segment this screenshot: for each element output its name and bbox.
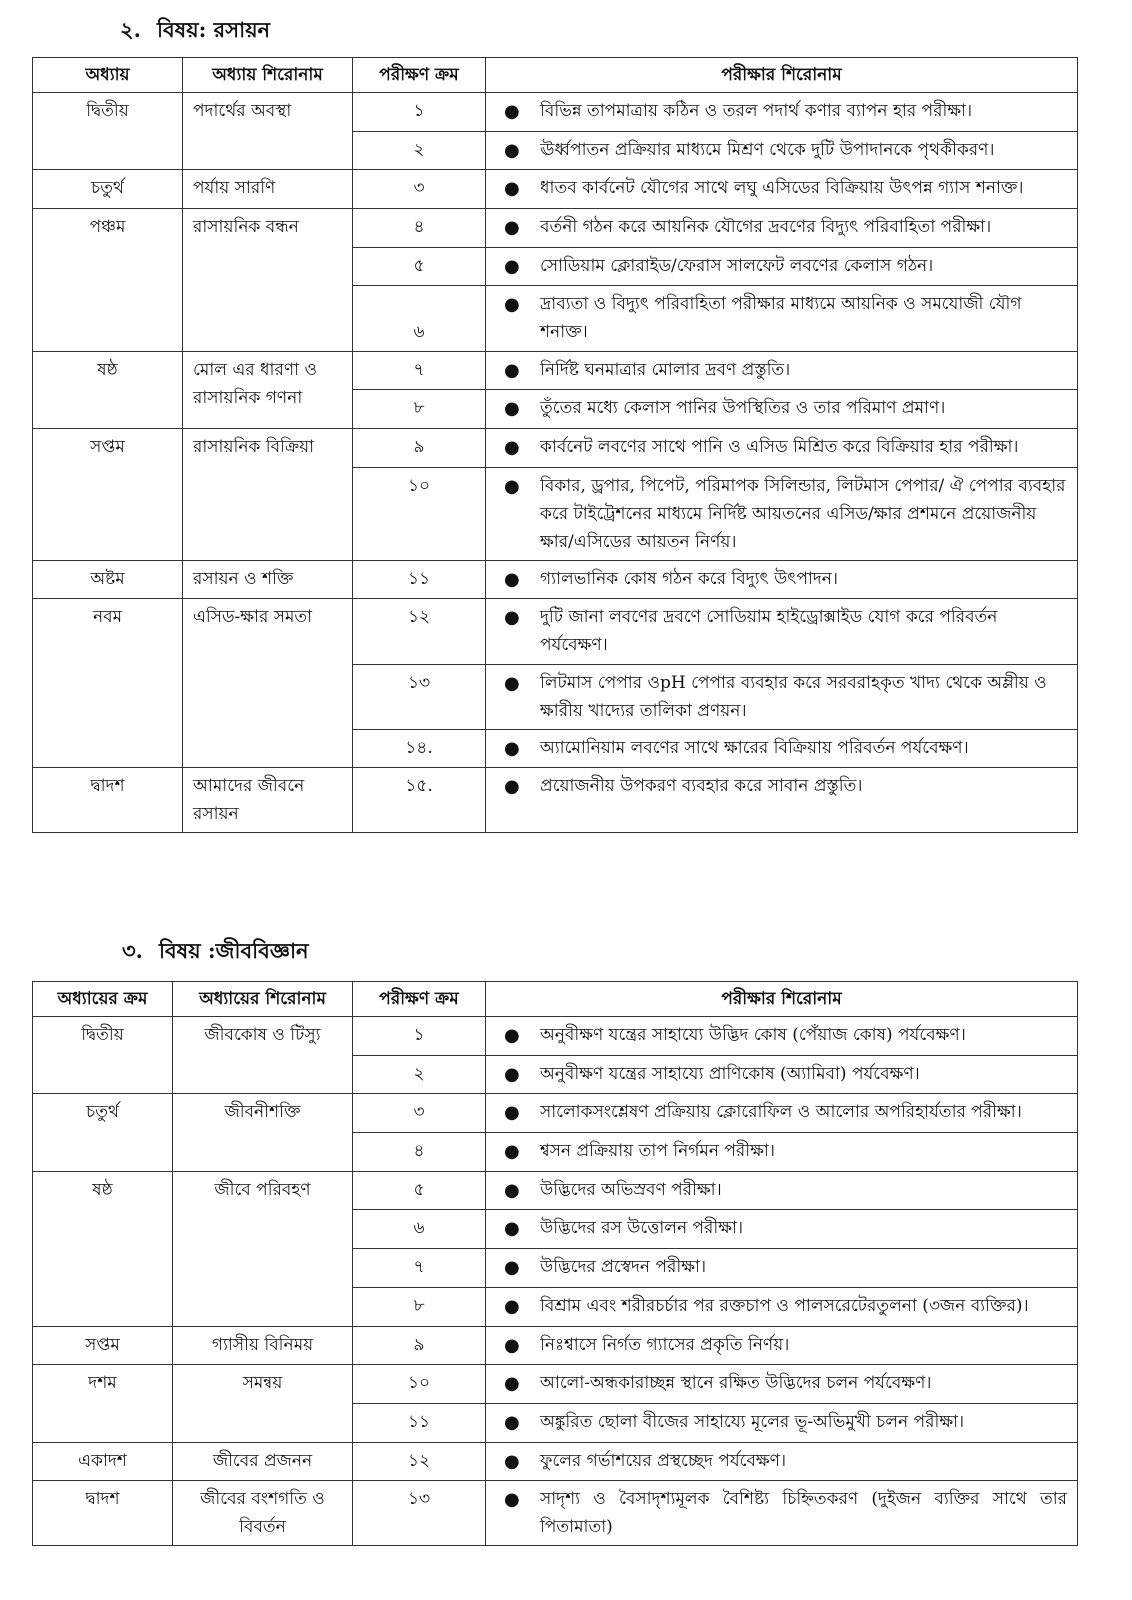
bullet-item: [500, 1408, 1067, 1438]
chapter-cell: ষষ্ঠ: [33, 1171, 173, 1326]
experiment-title-text: কার্বনেট লবণের সাথে পানি ও এসিড মিশ্রিত করে বিক্রিয়ার হার পরীক্ষা।: [540, 436, 1019, 457]
chapter-title-cell: গ্যাসীয় বিনিময়: [173, 1326, 353, 1365]
chemistry-section-title: বিষয়: রসায়ন: [156, 17, 271, 42]
experiment-title-text: গ্যালভানিক কোষ গঠন করে বিদ্যুৎ উৎপাদন।: [540, 568, 838, 589]
bullet-icon: ●: [504, 776, 520, 798]
bullet-icon: ●: [504, 672, 520, 694]
bullet-icon: ●: [504, 607, 520, 629]
experiment-title-cell: [486, 1365, 1078, 1404]
bullet-item: [500, 1447, 1067, 1477]
table-row: [33, 1171, 1078, 1210]
experiment-title-text: আলো-অন্ধকারাচ্ছন্ন স্থানে রক্ষিত উদ্ভিদের চলন পর্যবেক্ষণ।: [540, 1373, 932, 1394]
experiment-title-text: নির্দিষ্ট ঘনমাত্রার মোলার দ্রবণ প্রস্তুতি।: [540, 359, 791, 380]
header-chapter-title: অধ্যায় শিরোনাম: [183, 58, 353, 93]
experiment-number-cell: ৯: [353, 428, 486, 467]
chapter-cell: দ্বাদশ: [33, 1481, 173, 1546]
bullet-icon: ●: [504, 1218, 520, 1240]
bullet-item: [500, 1253, 1067, 1283]
table-row: [33, 599, 1078, 664]
experiment-title-cell: [486, 768, 1078, 833]
bullet-icon: ●: [504, 1295, 520, 1317]
biology-section-title: বিষয় :জীববিজ্ঞান: [158, 938, 309, 963]
chapter-cell: চতুর্থ: [33, 170, 183, 209]
bullet-item: [500, 433, 1067, 463]
experiment-title-cell: [486, 664, 1078, 729]
table-row: [33, 1481, 1078, 1546]
bullet-item: [500, 1176, 1067, 1206]
experiment-number-cell: ৬: [353, 286, 486, 351]
chapter-cell: দ্বাদশ: [33, 768, 183, 833]
biology-section-number: ৩.: [122, 938, 143, 963]
bullet-item: [500, 734, 1067, 764]
experiment-title-cell: [486, 599, 1078, 664]
experiment-number-cell: ৪: [353, 1133, 486, 1172]
table-row: [33, 1094, 1078, 1133]
experiment-title-cell: [486, 1210, 1078, 1249]
table-row: [33, 351, 1078, 390]
experiment-title-cell: [486, 131, 1078, 170]
chapter-cell: চতুর্থ: [33, 1094, 173, 1171]
experiment-title-text: অনুবীক্ষণ যন্ত্রের সাহায্যে প্রাণিকোষ (অ্যামিবা) পর্যবেক্ষণ।: [540, 1063, 920, 1084]
experiment-title-text: ঊর্ধ্বপাতন প্রক্রিয়ার মাধ্যমে মিশ্রণ থেকে দুটি উপাদানকে পৃথকীকরণ।: [540, 139, 995, 160]
bullet-icon: ●: [504, 101, 520, 122]
bullet-item: [500, 565, 1067, 595]
bullet-item: [500, 394, 1067, 424]
experiment-number-cell: ৫: [353, 247, 486, 286]
bullet-item: [500, 97, 1067, 127]
header-experiment-title: পরীক্ষার শিরোনাম: [486, 58, 1078, 93]
experiment-title-cell: [486, 1171, 1078, 1210]
table-row: [33, 1017, 1078, 1056]
bullet-item: [500, 772, 1067, 802]
chapter-title-cell: রসায়ন ও শক্তি: [183, 560, 353, 599]
experiment-number-cell: ১৩: [353, 664, 486, 729]
experiment-number-cell: ২: [353, 131, 486, 170]
header-experiment-no: পরীক্ষণ ক্রম: [353, 58, 486, 93]
table-header-row: [33, 58, 1078, 93]
table-row: [33, 93, 1078, 132]
experiment-title-text: ফুলের গর্ভাশয়ের প্রস্থচ্ছেদ পর্যবেক্ষণ।: [540, 1450, 787, 1471]
experiment-number-cell: ৮: [353, 1287, 486, 1326]
chapter-title-cell: আমাদের জীবনে রসায়ন: [183, 768, 353, 833]
bullet-icon: ●: [504, 1334, 520, 1356]
chapter-title-cell: পর্যায় সারণি: [183, 170, 353, 209]
experiment-number-cell: ১: [353, 93, 486, 132]
experiment-number-cell: ১০: [353, 467, 486, 560]
experiment-title-cell: [486, 467, 1078, 560]
experiment-title-text: দুটি জানা লবণের দ্রবণে সোডিয়াম হাইড্রোক্সাইড যোগ করে পরিবর্তন পর্যবেক্ষণ।: [540, 607, 998, 656]
experiment-number-cell: ৩: [353, 170, 486, 209]
table-row: [33, 1326, 1078, 1365]
bullet-icon: ●: [504, 475, 520, 497]
chapter-cell: সপ্তম: [33, 428, 183, 560]
table-body: [33, 1017, 1078, 1546]
experiment-title-cell: [486, 93, 1078, 132]
experiment-number-cell: ৯: [353, 1326, 486, 1365]
bullet-item: [500, 1060, 1067, 1090]
chapter-title-cell: রাসায়নিক বিক্রিয়া: [183, 428, 353, 560]
experiment-title-text: উদ্ভিদের প্রস্বেদন পরীক্ষা।: [540, 1257, 707, 1278]
bullet-icon: ●: [504, 1489, 520, 1511]
experiment-title-cell: [486, 1287, 1078, 1326]
experiment-title-cell: [486, 1249, 1078, 1288]
chapter-title-cell: মোল এর ধারণা ও রাসায়নিক গণনা: [183, 351, 353, 428]
experiment-number-cell: ১৫.: [353, 768, 486, 833]
table-body: [33, 93, 1078, 833]
experiment-number-cell: ৭: [353, 1249, 486, 1288]
chapter-title-cell: জীবে পরিবহণ: [173, 1171, 353, 1326]
bullet-icon: ●: [504, 737, 520, 759]
experiment-number-cell: ১২: [353, 1442, 486, 1481]
experiment-title-text: সাদৃশ্য ও বৈসাদৃশ্যমূলক বৈশিষ্ট্য চিহ্নিতকরণ (দুইজন ব্যক্তির সাথে তার পিতামাতা): [540, 1489, 1067, 1538]
experiment-title-cell: [486, 209, 1078, 248]
bullet-item: [500, 1292, 1067, 1322]
experiment-title-text: লিটমাস পেপার ওpH পেপার ব্যবহার করে সরবরাহকৃত খাদ্য থেকে অম্লীয় ও ক্ষারীয় খাদ্যের তালিকা প্রণয়ন।: [540, 672, 1047, 721]
table-row: [33, 170, 1078, 209]
bullet-icon: ●: [504, 1411, 520, 1433]
experiment-number-cell: ৬: [353, 1210, 486, 1249]
experiment-title-cell: [486, 1094, 1078, 1133]
experiment-title-text: সোডিয়াম ক্লোরাইড/ফেরাস সালফেট লবণের কেলাস গঠন।: [540, 255, 934, 276]
bullet-icon: ●: [504, 1257, 520, 1279]
chapter-cell: পঞ্চম: [33, 209, 183, 351]
experiment-title-cell: [486, 390, 1078, 429]
experiment-title-cell: [486, 1442, 1078, 1481]
bullet-item: [500, 1214, 1067, 1244]
experiment-title-text: বিকার, ড্রপার, পিপেট, পরিমাপক সিলিন্ডার, লিটমাস পেপার/ ঐ পেপার ব্যবহার করে টাইট্রেশনের মাধ্যমে নির্দিষ্ট আয়তনের এসিড/ক্ষার প্রশমনে প্রয়োজনীয় ক্ষার/এসিডের আয়তন নির্ণয়।: [540, 475, 1066, 552]
chemistry-section-heading: [120, 14, 270, 49]
bullet-item: [500, 1098, 1067, 1128]
experiment-title-text: নিঃশ্বাসে নির্গত গ্যাসের প্রকৃতি নির্ণয়।: [540, 1334, 790, 1355]
experiment-title-cell: [486, 428, 1078, 467]
experiment-number-cell: ১১: [353, 560, 486, 599]
bullet-icon: ●: [504, 217, 520, 239]
bullet-item: [500, 252, 1067, 282]
header-chapter: অধ্যায়: [33, 58, 183, 93]
chapter-title-cell: জীবকোষ ও টিস্যু: [173, 1017, 353, 1094]
bullet-icon: ●: [504, 178, 520, 200]
chapter-title-cell: জীবনীশক্তি: [173, 1094, 353, 1171]
experiment-number-cell: ১৪.: [353, 729, 486, 768]
bullet-icon: ●: [504, 1102, 520, 1124]
experiment-number-cell: ৮: [353, 390, 486, 429]
experiment-number-cell: ১: [353, 1017, 486, 1056]
experiment-number-cell: ১০: [353, 1365, 486, 1404]
experiment-number-cell: ১২: [353, 599, 486, 664]
bullet-icon: ●: [504, 294, 520, 316]
experiment-title-text: তুঁতের মধ্যে কেলাস পানির উপস্থিতির ও তার পরিমাণ প্রমাণ।: [540, 398, 946, 419]
experiment-title-text: বিভিন্ন তাপমাত্রায় কঠিন ও তরল পদার্থ কণার ব্যাপন হার পরীক্ষা।: [540, 101, 973, 121]
experiment-number-cell: ৪: [353, 209, 486, 248]
bullet-icon: ●: [504, 1450, 520, 1472]
bullet-item: [500, 213, 1067, 243]
experiment-number-cell: ৭: [353, 351, 486, 390]
experiment-number-cell: ৫: [353, 1171, 486, 1210]
experiment-title-cell: [486, 247, 1078, 286]
experiment-title-text: প্রয়োজনীয় উপকরণ ব্যবহার করে সাবান প্রস্তুতি।: [540, 776, 863, 797]
bullet-item: [500, 1369, 1067, 1399]
bullet-item: [500, 174, 1067, 204]
experiment-title-cell: [486, 1055, 1078, 1094]
table-row: [33, 1442, 1078, 1481]
bullet-item: [500, 669, 1067, 725]
table-row: [33, 768, 1078, 833]
experiment-number-cell: ১৩: [353, 1481, 486, 1546]
bullet-icon: ●: [504, 1025, 520, 1046]
bullet-item: [500, 1137, 1067, 1167]
bullet-icon: ●: [504, 139, 520, 161]
chapter-title-cell: এসিড-ক্ষার সমতা: [183, 599, 353, 768]
bullet-item: [500, 1485, 1067, 1541]
header-experiment-title: পরীক্ষার শিরোনাম: [486, 982, 1078, 1017]
bullet-item: [500, 290, 1067, 346]
chemistry-section-number: ২.: [120, 17, 141, 42]
experiment-title-text: সালোকসংশ্লেষণ প্রক্রিয়ায় ক্লোরোফিল ও আলোর অপরিহার্যতার পরীক্ষা।: [540, 1102, 1022, 1123]
experiment-title-text: শ্বসন প্রক্রিয়ায় তাপ নির্গমন পরীক্ষা।: [540, 1141, 775, 1162]
experiment-title-text: ধাতব কার্বনেট যৌগের সাথে লঘু এসিডের বিক্রিয়ায় উৎপন্ন গ্যাস শনাক্ত।: [540, 178, 1024, 199]
chapter-cell: দশম: [33, 1365, 173, 1442]
experiment-title-text: বিশ্রাম এবং শরীরচর্চার পর রক্তচাপ ও পালসরেটেরতুলনা (৩জন ব্যক্তির)।: [540, 1295, 1029, 1316]
chapter-title-cell: রাসায়নিক বন্ধন: [183, 209, 353, 351]
experiment-title-cell: [486, 1326, 1078, 1365]
experiment-title-cell: [486, 351, 1078, 390]
biology-experiments-table: [32, 981, 1078, 1546]
table-row: [33, 1365, 1078, 1404]
biology-section-heading: [122, 935, 309, 970]
bullet-icon: ●: [504, 1141, 520, 1163]
bullet-icon: ●: [504, 436, 520, 458]
experiment-title-text: অ্যামোনিয়াম লবণের সাথে ক্ষারের বিক্রিয়ায় পরিবর্তন পর্যবেক্ষণ।: [540, 737, 969, 758]
experiment-title-text: উদ্ভিদের রস উত্তোলন পরীক্ষা।: [540, 1218, 744, 1239]
bullet-icon: ●: [504, 1179, 520, 1201]
bullet-item: [500, 356, 1067, 386]
bullet-item: [500, 472, 1067, 556]
chapter-cell: ষষ্ঠ: [33, 351, 183, 428]
chapter-title-cell: পদার্থের অবস্থা: [183, 93, 353, 170]
experiment-title-cell: [486, 170, 1078, 209]
experiment-number-cell: ২: [353, 1055, 486, 1094]
table-row: [33, 560, 1078, 599]
experiment-title-text: অনুবীক্ষণ যন্ত্রের সাহায্যে উদ্ভিদ কোষ (পেঁয়াজ কোষ) পর্যবেক্ষণ।: [540, 1025, 966, 1045]
bullet-icon: ●: [504, 359, 520, 381]
table-row: [33, 428, 1078, 467]
bullet-icon: ●: [504, 255, 520, 277]
experiment-title-cell: [486, 1403, 1078, 1442]
experiment-number-cell: ৩: [353, 1094, 486, 1133]
chemistry-experiments-table: [32, 57, 1078, 833]
experiment-title-cell: [486, 1017, 1078, 1056]
experiment-title-text: বর্তনী গঠন করে আয়নিক যৌগের দ্রবণের বিদ্যুৎ পরিবাহিতা পরীক্ষা।: [540, 217, 992, 238]
chapter-title-cell: জীবের বংশগতি ও বিবর্তন: [173, 1481, 353, 1546]
bullet-icon: ●: [504, 1373, 520, 1395]
bullet-item: [500, 1331, 1067, 1361]
bullet-item: [500, 1021, 1067, 1051]
experiment-title-text: উদ্ভিদের অভিস্রবণ পরীক্ষা।: [540, 1179, 722, 1200]
bullet-item: [500, 603, 1067, 659]
experiment-title-cell: [486, 286, 1078, 351]
bullet-icon: ●: [504, 398, 520, 420]
header-chapter-order: অধ্যায়ের ক্রম: [33, 982, 173, 1017]
experiment-title-cell: [486, 1133, 1078, 1172]
bullet-icon: ●: [504, 1063, 520, 1085]
experiment-title-cell: [486, 560, 1078, 599]
chapter-cell: একাদশ: [33, 1442, 173, 1481]
table-header-row: [33, 982, 1078, 1017]
experiment-title-text: দ্রাব্যতা ও বিদ্যুৎ পরিবাহিতা পরীক্ষার মাধ্যমে আয়নিক ও সমযোজী যৌগ শনাক্ত।: [540, 294, 1022, 343]
experiment-number-cell: ১১: [353, 1403, 486, 1442]
chapter-cell: সপ্তম: [33, 1326, 173, 1365]
chapter-cell: নবম: [33, 599, 183, 768]
chapter-cell: অষ্টম: [33, 560, 183, 599]
bullet-item: [500, 136, 1067, 166]
bullet-icon: ●: [504, 568, 520, 590]
chapter-cell: দ্বিতীয়: [33, 1017, 173, 1094]
chapter-cell: দ্বিতীয়: [33, 93, 183, 170]
header-experiment-no: পরীক্ষণ ক্রম: [353, 982, 486, 1017]
experiment-title-cell: [486, 1481, 1078, 1546]
table-row: [33, 209, 1078, 248]
experiment-title-cell: [486, 729, 1078, 768]
chapter-title-cell: জীবের প্রজনন: [173, 1442, 353, 1481]
header-chapter-title: অধ্যায়ের শিরোনাম: [173, 982, 353, 1017]
experiment-title-text: অঙ্কুরিত ছোলা বীজের সাহায্যে মূলের ভূ-অভিমুখী চলন পরীক্ষা।: [540, 1411, 965, 1432]
chapter-title-cell: সমন্বয়: [173, 1365, 353, 1442]
